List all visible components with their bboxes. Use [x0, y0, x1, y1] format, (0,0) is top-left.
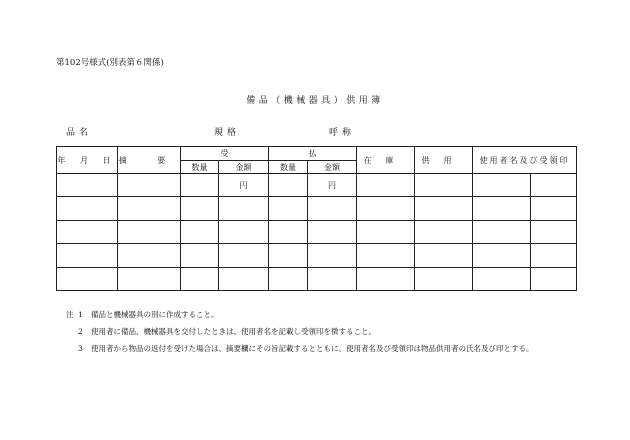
ledger-row [57, 174, 577, 197]
cell-user-name[interactable] [473, 220, 531, 244]
ledger-row [57, 244, 577, 268]
notes-section [66, 306, 534, 357]
cell-supply[interactable] [415, 244, 473, 268]
cell-payment-quantity[interactable] [269, 174, 308, 197]
header-receipt: 受 [181, 147, 269, 161]
cell-receipt-quantity[interactable] [181, 197, 219, 221]
cell-summary[interactable] [118, 220, 181, 244]
cell-payment-amount[interactable] [308, 267, 357, 291]
note-number: 1 [78, 310, 83, 319]
ledger-row [57, 220, 577, 244]
note-text: 備品と機械器具の別に作成すること。 [91, 310, 219, 319]
cell-summary[interactable] [118, 244, 181, 268]
header-payment-amount: 金額 [308, 161, 357, 174]
note-text: 使用者に備品、機械器具を交付したときは、使用者名を記載し受領印を徴すること。 [91, 327, 376, 336]
header-receipt-quantity: 数量 [181, 161, 219, 174]
cell-user-name[interactable] [473, 267, 531, 291]
header-supply: 供用 [415, 147, 473, 174]
header-date: 年 月 日 [57, 147, 118, 174]
item-name-label: 品名 [66, 128, 93, 138]
note-item [66, 306, 534, 323]
cell-stock[interactable] [357, 174, 415, 197]
cell-supply[interactable] [415, 174, 473, 197]
ledger-row [57, 267, 577, 291]
cell-supply[interactable] [415, 267, 473, 291]
cell-date[interactable] [57, 174, 118, 197]
cell-date[interactable] [57, 244, 118, 268]
cell-receipt-amount[interactable] [219, 244, 269, 268]
cell-date[interactable] [57, 220, 118, 244]
header-payment-quantity: 数量 [269, 161, 308, 174]
yen-unit: 円 [239, 180, 248, 190]
form-title: 備品（機械器具）供用簿 [246, 96, 384, 106]
yen-unit: 円 [328, 180, 336, 190]
cell-receipt-amount[interactable] [219, 174, 269, 197]
note-prefix: 注 [66, 310, 74, 319]
header-summary: 摘 要 [118, 147, 181, 174]
header-user-seal: 使用者名及び受領印 [473, 147, 577, 174]
note-item [66, 340, 534, 357]
cell-payment-quantity[interactable] [269, 220, 308, 244]
ledger-table [56, 146, 577, 291]
header-stock: 在庫 [357, 147, 415, 174]
cell-user-name[interactable] [473, 244, 531, 268]
cell-date[interactable] [57, 267, 118, 291]
cell-supply[interactable] [415, 197, 473, 221]
cell-payment-quantity[interactable] [269, 197, 308, 221]
cell-receipt-amount[interactable] [219, 267, 269, 291]
header-payment: 払 [269, 147, 357, 161]
note-number: 3 [78, 344, 83, 353]
cell-stock[interactable] [357, 220, 415, 244]
cell-stock[interactable] [357, 197, 415, 221]
note-number: 2 [78, 327, 83, 336]
cell-receipt-amount[interactable] [219, 220, 269, 244]
cell-seal[interactable] [531, 197, 577, 221]
cell-seal[interactable] [531, 220, 577, 244]
form-number: 第102号様式(別表第６関係) [56, 58, 164, 68]
cell-summary[interactable] [118, 267, 181, 291]
cell-stock[interactable] [357, 267, 415, 291]
cell-receipt-amount[interactable] [219, 197, 269, 221]
spec-label: 規格 [214, 128, 241, 138]
cell-payment-amount[interactable] [308, 220, 357, 244]
cell-receipt-quantity[interactable] [181, 220, 219, 244]
note-item [66, 323, 534, 340]
cell-receipt-quantity[interactable] [181, 244, 219, 268]
cell-payment-quantity[interactable] [269, 267, 308, 291]
header-receipt-amount: 金額 [219, 161, 269, 174]
cell-seal[interactable] [531, 267, 577, 291]
cell-receipt-quantity[interactable] [181, 174, 219, 197]
cell-summary[interactable] [118, 174, 181, 197]
note-text: 使用者から物品の返付を受けた場合は、摘要欄にその旨記載するとともに、使用者名及び受領印は物品供用者の氏名及び印とする。 [91, 344, 534, 353]
designation-label: 呼称 [329, 128, 356, 138]
cell-seal[interactable] [531, 174, 577, 197]
cell-payment-quantity[interactable] [269, 244, 308, 268]
cell-seal[interactable] [531, 244, 577, 268]
cell-payment-amount[interactable] [308, 197, 357, 221]
cell-stock[interactable] [357, 244, 415, 268]
cell-payment-amount[interactable] [308, 244, 357, 268]
cell-summary[interactable] [118, 197, 181, 221]
cell-receipt-quantity[interactable] [181, 267, 219, 291]
cell-user-name[interactable] [473, 174, 531, 197]
cell-payment-amount[interactable] [308, 174, 357, 197]
cell-date[interactable] [57, 197, 118, 221]
cell-supply[interactable] [415, 220, 473, 244]
cell-user-name[interactable] [473, 197, 531, 221]
ledger-row [57, 197, 577, 221]
